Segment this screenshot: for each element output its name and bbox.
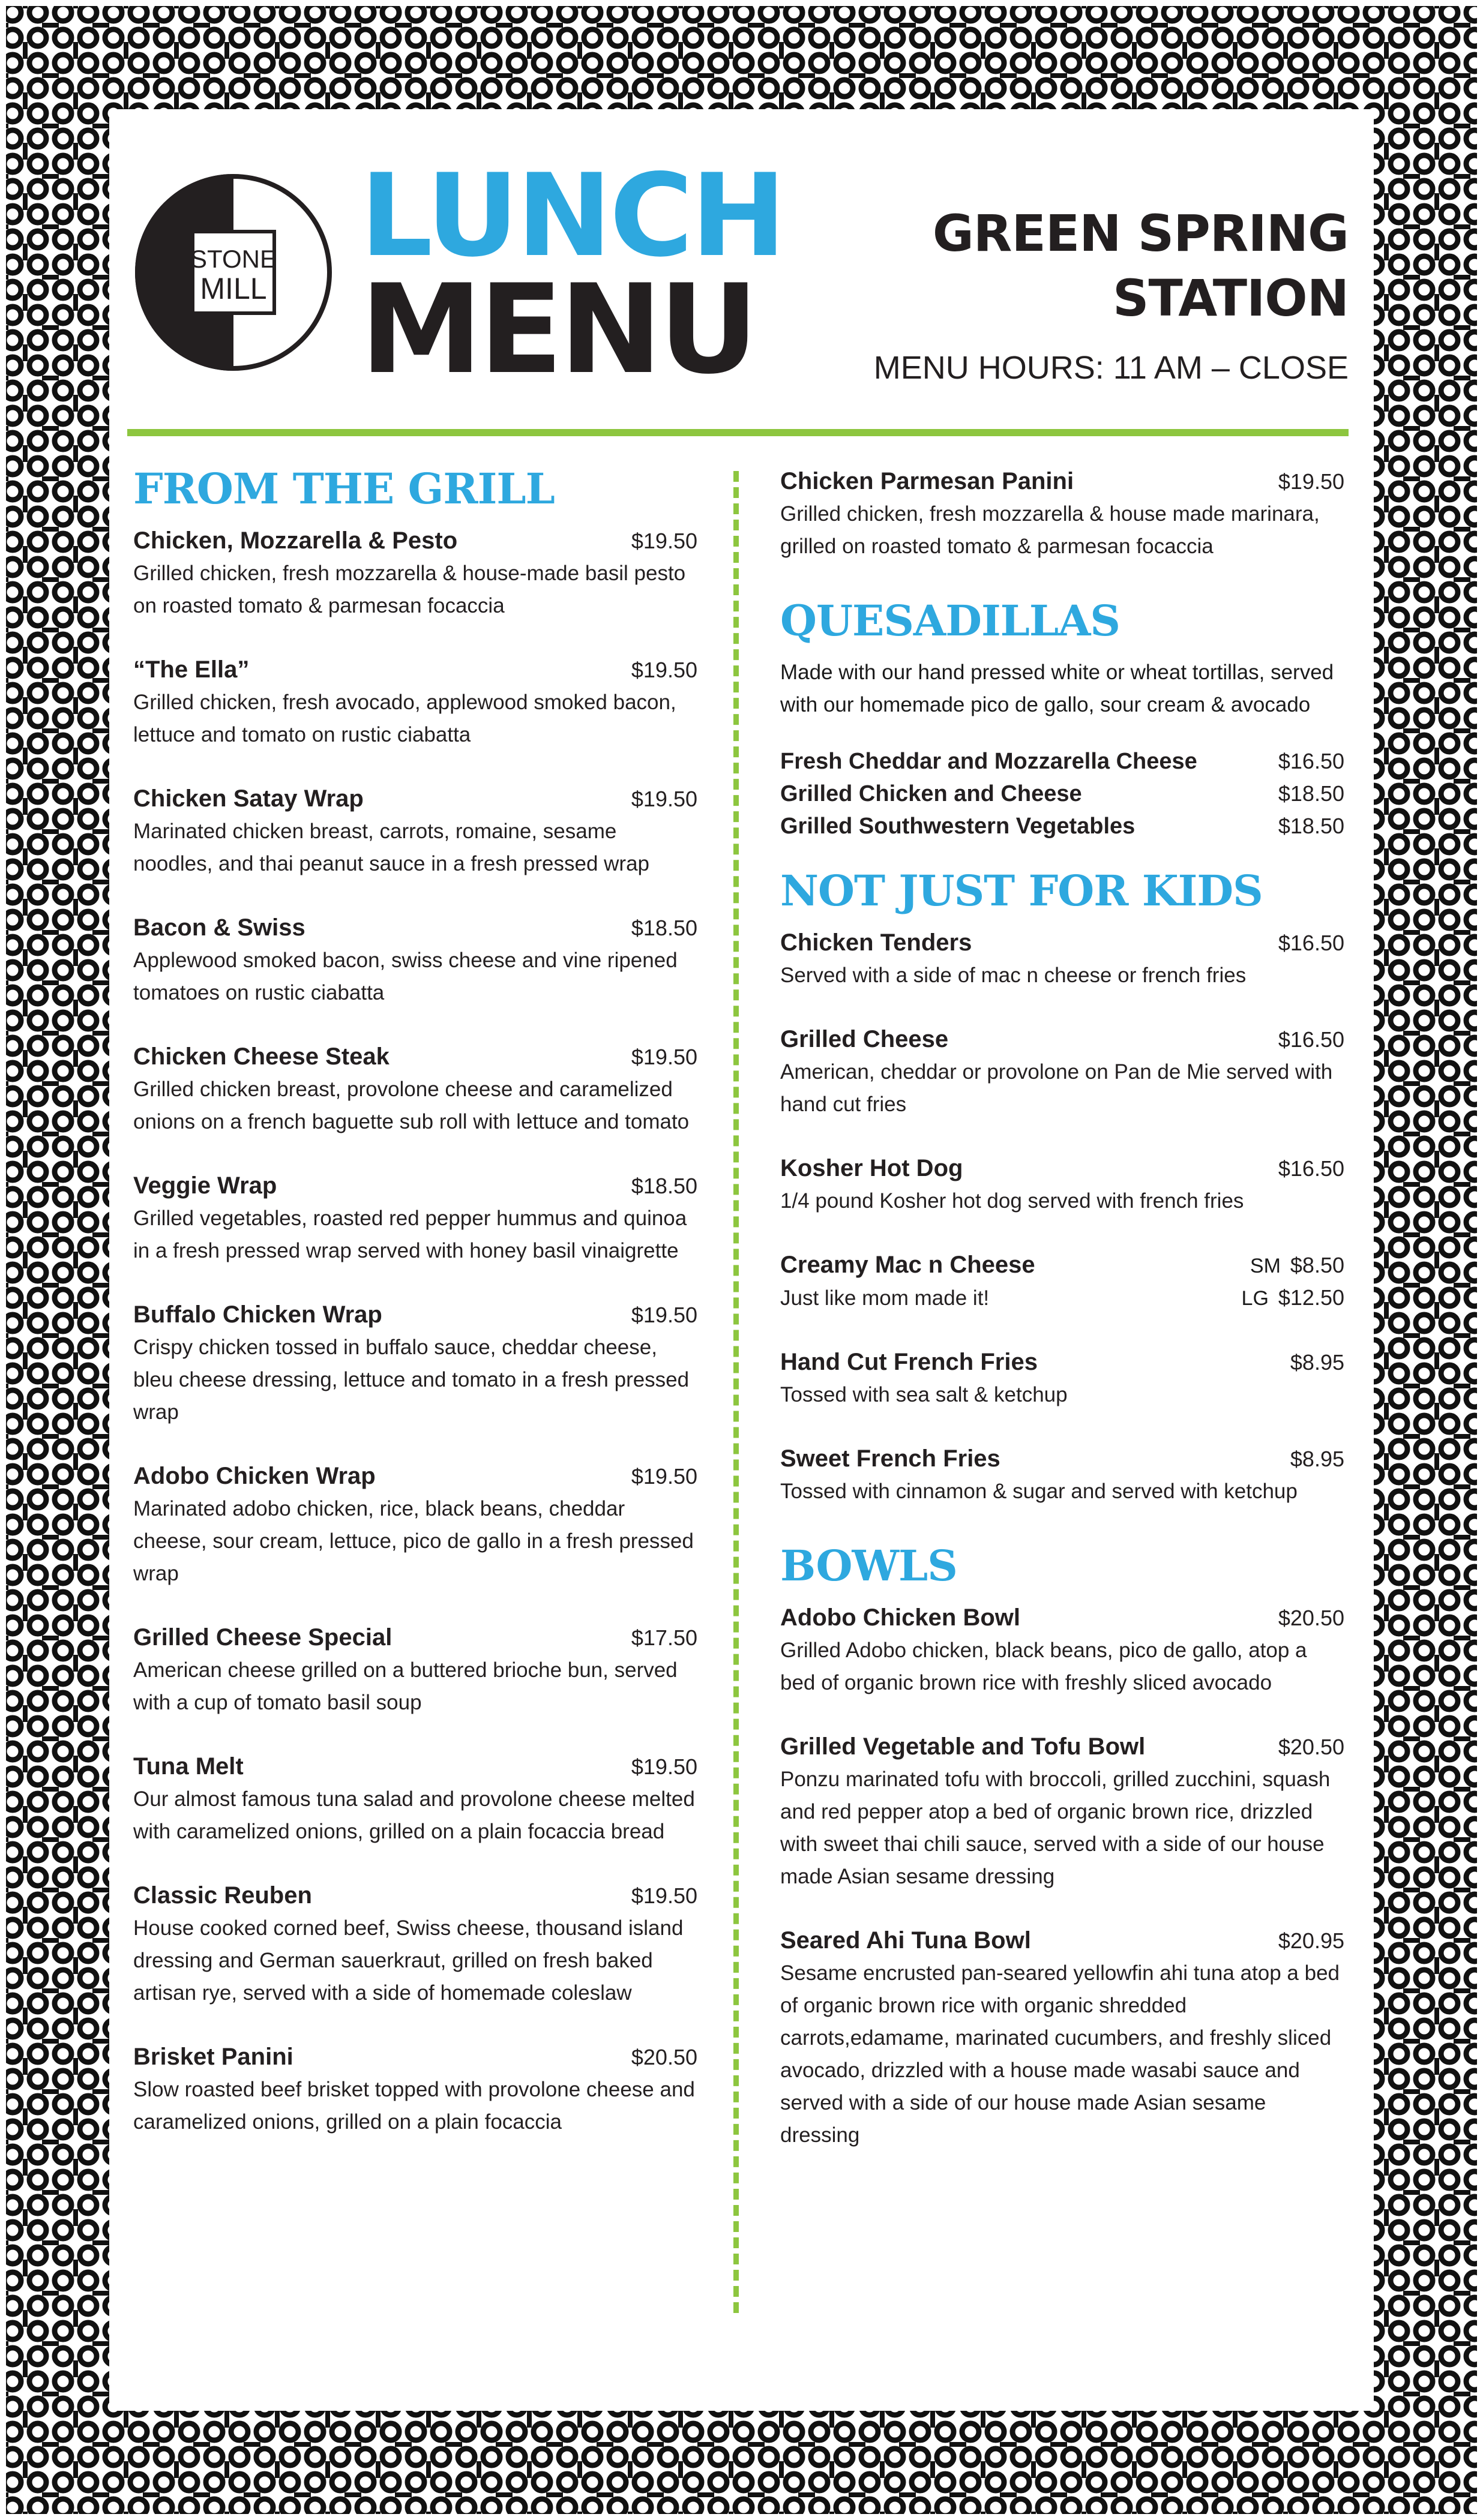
location-line-1: GREEN SPRING [932,204,1349,263]
quesadilla-row [780,778,1344,810]
item-name: Fresh Cheddar and Mozzarella Cheese [780,749,1197,774]
svg-text:MILL: MILL [200,272,267,305]
item-name: Adobo Chicken Wrap [133,1463,376,1489]
item-name: Kosher Hot Dog [780,1155,963,1181]
item-price: $16.50 [1278,1027,1344,1052]
item-name: Chicken Tenders [780,929,972,956]
item-price: $20.50 [631,2045,697,2069]
item-price: $18.50 [631,916,697,940]
menu-item [780,1346,1344,1411]
menu-item [133,1169,697,1267]
menu-item [133,911,697,1009]
item-name: Seared Ahi Tuna Bowl [780,1927,1031,1954]
menu-item [780,1442,1344,1508]
item-price: $19.50 [631,1883,697,1908]
item-price: $19.50 [631,529,697,553]
svg-text:STONE: STONE [190,245,277,273]
header-divider [127,429,1349,436]
grill-column [133,462,697,2170]
item-description: Applewood smoked bacon, swiss cheese and vine ripened tomatoes on rustic ciabatta [133,949,678,1004]
bowl-item-list [780,1601,1344,2152]
location-name [933,201,1349,331]
menu-hours: MENU HOURS: 11 AM – CLOSE [873,350,1349,386]
item-price: $20.50 [1278,1735,1344,1759]
item-name: Grilled Cheese Special [133,1624,393,1651]
section-title-kids: NOT JUST FOR KIDS [780,866,1263,916]
item-price: $16.50 [1278,749,1344,773]
grill-item-list [133,524,697,2138]
item-description: Grilled chicken, fresh avocado, applewood smoked bacon, lettuce and tomato on rustic ciabatta [133,691,676,746]
item-price: $16.50 [1278,931,1344,955]
item-price: $18.50 [631,1174,697,1198]
menu-item [780,1152,1344,1217]
item-name: Brisket Panini [133,2044,293,2070]
item-price: $19.50 [631,1303,697,1327]
item-description: Marinated adobo chicken, rice, black beans, cheddar cheese, sour cream, lettuce, pico de gallo in a fresh pressed wrap [133,1497,694,1585]
item-description: Just like mom made it! [780,1286,990,1310]
item-price: $19.50 [631,1045,697,1069]
item-price: $19.50 [631,1464,697,1489]
item-price: $19.50 [631,658,697,682]
item-price: $17.50 [631,1625,697,1650]
item-description: Ponzu marinated tofu with broccoli, grilled zucchini, squash and red pepper atop a bed of organic brown rice, drizzled with sweet thai chili sauce, served with a side of our house made Asian sesame dressing [780,1768,1331,1888]
item-price: $19.50 [631,787,697,811]
item-description: Grilled chicken, fresh mozzarella & house made marinara, grilled on roasted tomato & parmesan focaccia [780,502,1320,558]
section-title-quesadillas: QUESADILLAS [780,596,1120,646]
item-description: Slow roasted beef brisket topped with provolone cheese and caramelized onions, grilled on a plain focaccia [133,2078,695,2134]
menu-item [780,1730,1344,1893]
item-name: Veggie Wrap [133,1172,277,1199]
item-price: $19.50 [1278,469,1344,494]
item-name: Grilled Southwestern Vegetables [780,814,1136,839]
item-name: Chicken, Mozzarella & Pesto [133,527,458,554]
item-name: Chicken Parmesan Panini [780,468,1074,494]
menu-item [133,524,697,622]
menu-item [780,1601,1344,1699]
item-name: Tuna Melt [133,1753,244,1780]
menu-item [133,2041,697,2138]
item-description: Sesame encrusted pan-seared yellowfin ahi tuna atop a bed of organic brown rice with organic shredded carrots,edamame, marinated cucumbers, and freshly sliced avocado, drizzled with a house made wasabi sauce and served with a side of our house made Asian sesame dressing [780,1961,1340,2147]
menu-item [133,1621,697,1719]
menu-item [133,1879,697,2009]
menu-item-mac [780,1249,1344,1315]
quesadilla-row [780,745,1344,778]
item-price: $18.50 [1278,781,1344,806]
quesadilla-row [780,810,1344,842]
item-description: Grilled Adobo chicken, black beans, pico de gallo, atop a bed of organic brown rice with freshly sliced avocado [780,1639,1307,1694]
item-name: Chicken Cheese Steak [133,1043,390,1070]
item-description: House cooked corned beef, Swiss cheese, thousand island dressing and German sauerkraut, grilled on fresh baked artisan rye, served with a side of homemade coleslaw [133,1916,684,2005]
item-name: Grilled Cheese [780,1026,949,1052]
item-description: Crispy chicken tossed in buffalo sauce, cheddar cheese, bleu cheese dressing, lettuce and tomato in a fresh pressed wrap [133,1336,690,1424]
item-description: Tossed with cinnamon & sugar and served with ketchup [780,1480,1298,1503]
size-label-lg: LG [1241,1287,1269,1310]
item-description: 1/4 pound Kosher hot dog served with french fries [780,1189,1244,1213]
section-title-bowls: BOWLS [780,1541,957,1591]
item-price-lg: $12.50 [1278,1285,1344,1310]
item-price: $8.95 [1290,1447,1344,1471]
menu-item [133,653,697,751]
menu-item [780,1023,1344,1121]
item-name: Creamy Mac n Cheese [780,1252,1035,1278]
item-price-sm: $8.50 [1290,1253,1344,1277]
kids-item-list [780,926,1344,1217]
menu-item [133,782,697,880]
item-name: Sweet French Fries [780,1445,1000,1472]
menu-item [780,926,1344,992]
item-name: Chicken Satay Wrap [133,785,364,812]
item-name: “The Ella” [133,656,250,683]
section-title-grill: FROM THE GRILL [133,464,555,514]
right-column [780,465,1344,2183]
item-name: Grilled Chicken and Cheese [780,781,1082,806]
title-menu: MENU [360,259,756,401]
quesadillas-intro: Made with our hand pressed white or wheat tortillas, served with our homemade pico de gallo, sour cream & avocado [780,661,1334,716]
item-name: Hand Cut French Fries [780,1349,1038,1375]
item-price: $20.50 [1278,1606,1344,1630]
size-label-sm: SM [1250,1255,1281,1277]
menu-item [133,1040,697,1138]
column-divider [733,471,739,2313]
stone-mill-logo [133,172,334,373]
item-description: Marinated chicken breast, carrots, romaine, sesame noodles, and thai peanut sauce in a fresh pressed wrap [133,820,650,875]
menu-item [133,1750,697,1848]
item-description: American, cheddar or provolone on Pan de Mie served with hand cut fries [780,1060,1333,1116]
item-name: Bacon & Swiss [133,914,305,941]
menu-item [133,1298,697,1429]
item-description: Grilled vegetables, roasted red pepper hummus and quinoa in a fresh pressed wrap served with honey basil vinaigrette [133,1207,687,1262]
quesadilla-list [780,745,1344,842]
menu-item [780,1924,1344,2152]
menu-item [133,1460,697,1590]
item-description: Grilled chicken, fresh mozzarella & house-made basil pesto on roasted tomato & parmesan focaccia [133,562,686,617]
sides-item-list [780,1346,1344,1508]
location-line-2: STATION [1112,269,1349,328]
menu-item [780,465,1344,563]
item-price: $8.95 [1290,1350,1344,1375]
item-price: $18.50 [1278,814,1344,838]
item-name: Classic Reuben [133,1882,312,1909]
item-description: Grilled chicken breast, provolone cheese and caramelized onions on a french baguette sub roll with lettuce and tomato [133,1078,690,1133]
item-price: $16.50 [1278,1156,1344,1181]
item-name: Adobo Chicken Bowl [780,1604,1020,1631]
item-description: American cheese grilled on a buttered brioche bun, served with a cup of tomato basil soup [133,1658,678,1714]
title-lunch: LUNCH [360,149,784,282]
item-description: Served with a side of mac n cheese or french fries [780,964,1247,987]
item-price: $20.95 [1278,1928,1344,1953]
item-name: Grilled Vegetable and Tofu Bowl [780,1733,1146,1760]
item-name: Buffalo Chicken Wrap [133,1301,382,1328]
item-description: Our almost famous tuna salad and provolone cheese melted with caramelized onions, grilled on a plain focaccia bread [133,1787,695,1843]
item-description: Tossed with sea salt & ketchup [780,1383,1068,1406]
item-price: $19.50 [631,1754,697,1779]
